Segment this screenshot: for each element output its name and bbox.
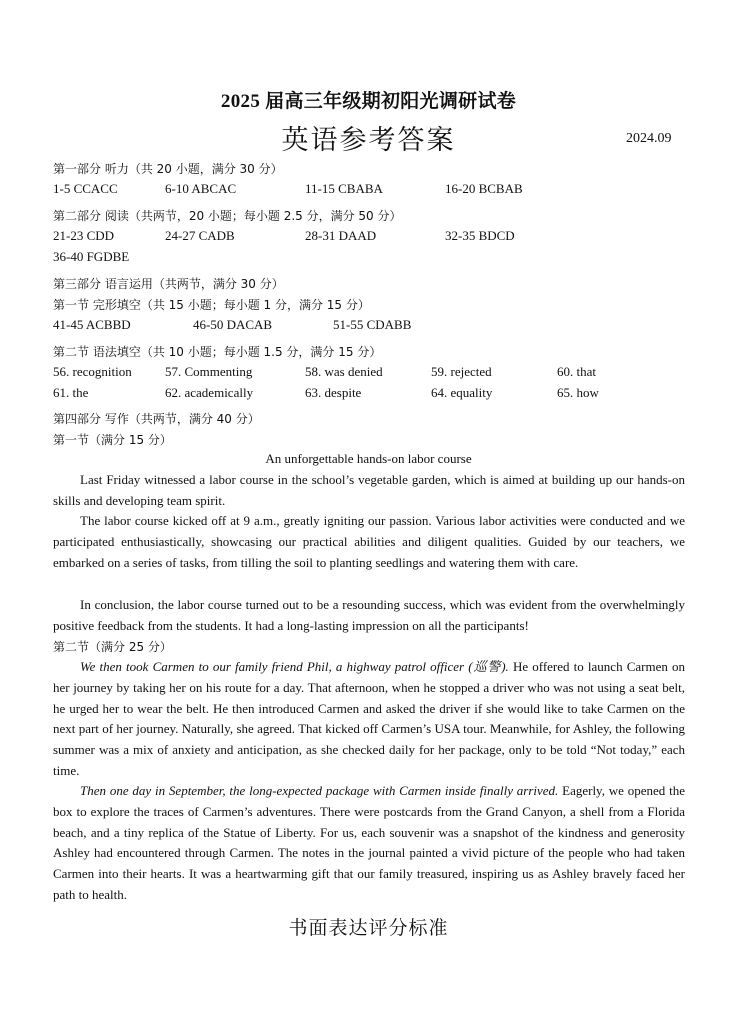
answer-group: 36-40 FGDBE [53,249,130,264]
answer-group: 32-35 BDCD [445,228,515,243]
story-paragraph [53,781,685,906]
answer-group: 51-55 CDABB [333,317,412,332]
grammar-answer: 65. how [557,385,599,400]
story-continuation: He offered to launch Carmen on her journey by taking her on his route for a day. That afternoon, when he stopped a driver who was not using a seat belt, he urged her to wear the belt. He then introduced Carmen and asked the driver if she would like to take Carmen on the next part of her journey. Naturally, she agreed. That kicked off Carmen’s USA tour. Meanwhile, for Ashley, the following summer was a mix of anxiety and anticipation, as she checked daily for her package, only to be told “Not today,” each time. [53,659,685,778]
scoring-criteria-title: 书面表达评分标准 [288,917,449,939]
grammar-answer: 62. academically [165,385,254,400]
essay-paragraph: The labor course kicked off at 9 a.m., greatly igniting our passion. Various labor activities were conducted and we participated enthusiastically, showcasing our practical abilities and diligent qualities. Guided by our teachers, we embarked on a series of tasks, from tilling the soil to planting seedlings and watering them with care. [53,513,685,570]
grammar-answer: 56. recognition [53,364,132,379]
answer-group: 1-5 CCACC [53,181,118,196]
story-paragraph [53,657,685,782]
story-continuation: Eagerly, we opened the box to explore the traces of Carmen’s adventures. There were postcards from the Grand Canyon, a shell from a Florida beach, and a tiny replica of the Statue of Liberty. For us, each souvenir was a snapshot of the kindness and generosity Ashley had encountered through Carmen. The notes in the journal painted a vivid picture of the people who had taken Carmen into their hearts. It was a heartwarming gift that our family treasured, inspiring us as Ashley bravely faced her path to health. [53,783,685,902]
answer-group: 28-31 DAAD [305,228,377,243]
exam-date: 2024.09 [626,131,672,146]
writing-section2-heading: 第二节（满分 25 分） [53,640,172,654]
answer-key-title: 英语参考答案 [281,125,456,155]
part3-heading: 第三部分 语言运用（共两节，满分 30 分） [53,277,284,291]
grammar-answer: 57. Commenting [165,364,253,379]
answer-group: 41-45 ACBBD [53,317,131,332]
answer-group: 11-15 CBABA [305,181,383,196]
grammar-answer: 61. the [53,385,89,400]
grammar-answer: 59. rejected [431,364,492,379]
essay-paragraph: In conclusion, the labor course turned out to be a resounding success, which was evident from the overwhelmingly positive feedback from the students. It had a long-lasting impression on all the participants! [53,597,685,633]
essay-title: An unforgettable hands-on labor course [265,451,472,466]
story-lead-sentence: We then took Carmen to our family friend Phil, a highway patrol officer (巡警). [80,659,509,674]
answer-group: 16-20 BCBAB [445,181,523,196]
answer-group: 24-27 CADB [165,228,235,243]
grammar-answer: 58. was denied [305,364,383,379]
story-lead-sentence: Then one day in September, the long-expected package with Carmen inside finally arrived. [80,783,559,798]
answer-group: 46-50 DACAB [193,317,273,332]
essay-paragraph: Last Friday witnessed a labor course in the school’s vegetable garden, which is aimed at building up our hands-on skills and developing team spirit. [53,472,685,508]
part1-heading: 第一部分 听力（共 20 小题，满分 30 分） [53,162,283,176]
grammar-heading: 第二节 语法填空（共 10 小题；每小题 1.5 分，满分 15 分） [53,345,382,359]
part4-heading: 第四部分 写作（共两节，满分 40 分） [53,412,260,426]
grammar-answer: 64. equality [431,385,493,400]
answer-group: 21-23 CDD [53,228,115,243]
grammar-answer: 60. that [557,364,596,379]
part2-heading: 第二部分 阅读（共两节，20 小题；每小题 2.5 分，满分 50 分） [53,209,402,223]
answer-group: 6-10 ABCAC [165,181,237,196]
cloze-heading: 第一节 完形填空（共 15 小题；每小题 1 分，满分 15 分） [53,298,370,312]
writing-section1-heading: 第一节（满分 15 分） [53,433,172,447]
grammar-answer: 63. despite [305,385,362,400]
exam-title: 2025 届高三年级期初阳光调研试卷 [220,91,517,112]
